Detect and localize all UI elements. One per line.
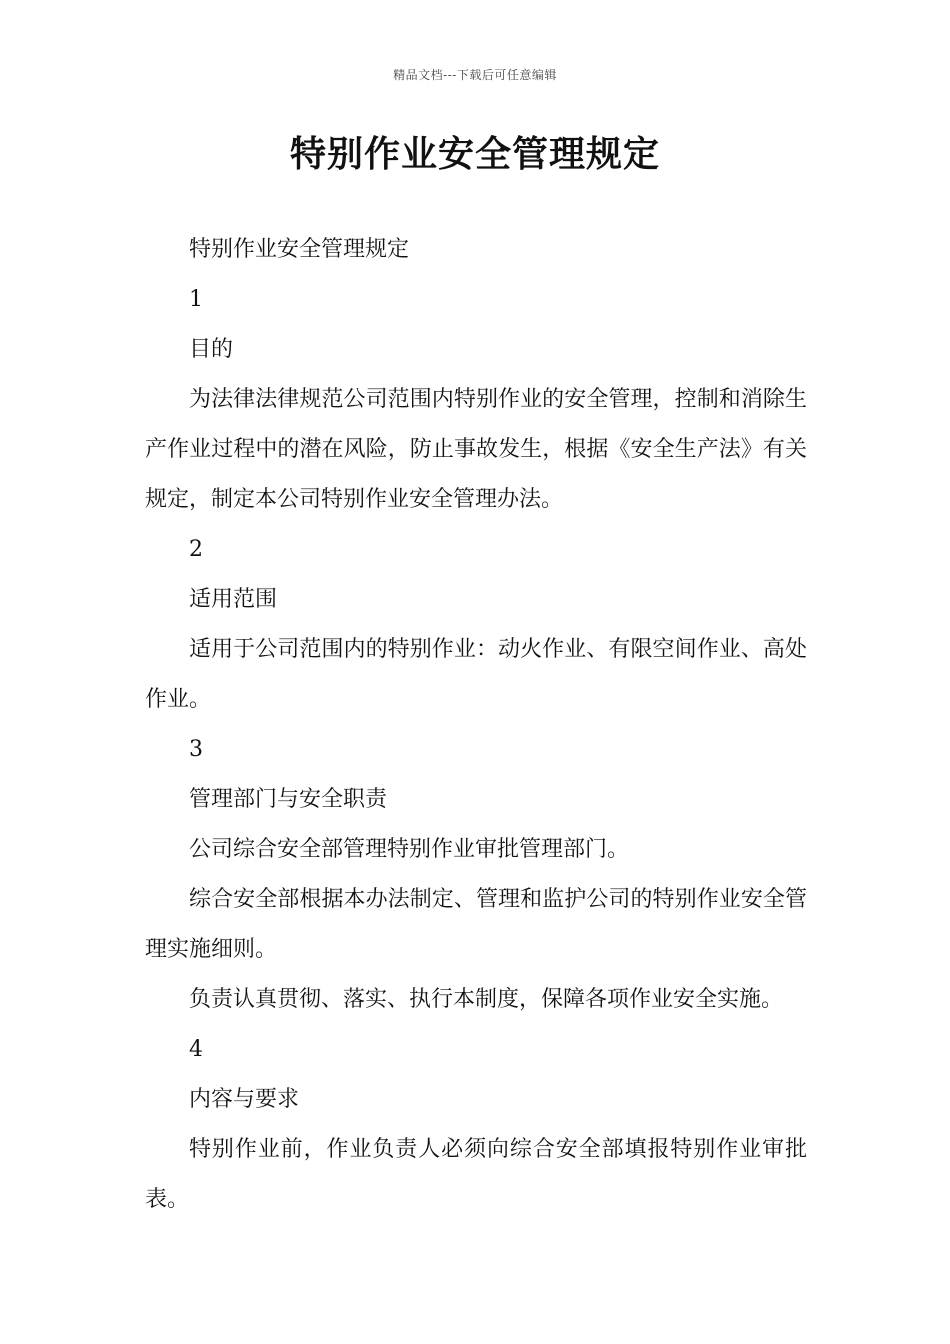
section-number-3: 3	[189, 737, 203, 762]
section-heading-responsibilities: 管理部门与安全职责	[189, 787, 388, 812]
document-body	[145, 225, 807, 1225]
paragraph-purpose: 为法律法律规范公司范围内特别作业的安全管理，控制和消除生产作业过程中的潜在风险，防止事故发生，根据《安全生产法》有关规定，制定本公司特别作业安全管理办法。	[145, 387, 807, 512]
page-header: 精品文档---下载后可任意编辑	[393, 68, 557, 82]
paragraph-responsibility-1: 公司综合安全部管理特别作业审批管理部门。	[189, 837, 630, 862]
section-heading-scope: 适用范围	[189, 587, 278, 612]
paragraph-responsibility-2: 综合安全部根据本办法制定、管理和监护公司的特别作业安全管理实施细则。	[145, 887, 807, 962]
paragraph-scope: 适用于公司范围内的特别作业：动火作业、有限空间作业、高处作业。	[145, 637, 807, 712]
section-heading-requirements: 内容与要求	[189, 1087, 300, 1112]
section-heading-purpose: 目的	[189, 337, 234, 362]
paragraph-requirement-1: 特别作业前，作业负责人必须向综合安全部填报特别作业审批表。	[145, 1137, 807, 1212]
section-number-2: 2	[189, 537, 203, 562]
section-number-4: 4	[189, 1037, 203, 1062]
paragraph-subtitle: 特别作业安全管理规定	[189, 237, 410, 262]
paragraph-responsibility-3: 负责认真贯彻、落实、执行本制度，保障各项作业安全实施。	[189, 987, 784, 1012]
document-title: 特别作业安全管理规定	[289, 134, 660, 175]
section-number-1: 1	[189, 287, 203, 312]
